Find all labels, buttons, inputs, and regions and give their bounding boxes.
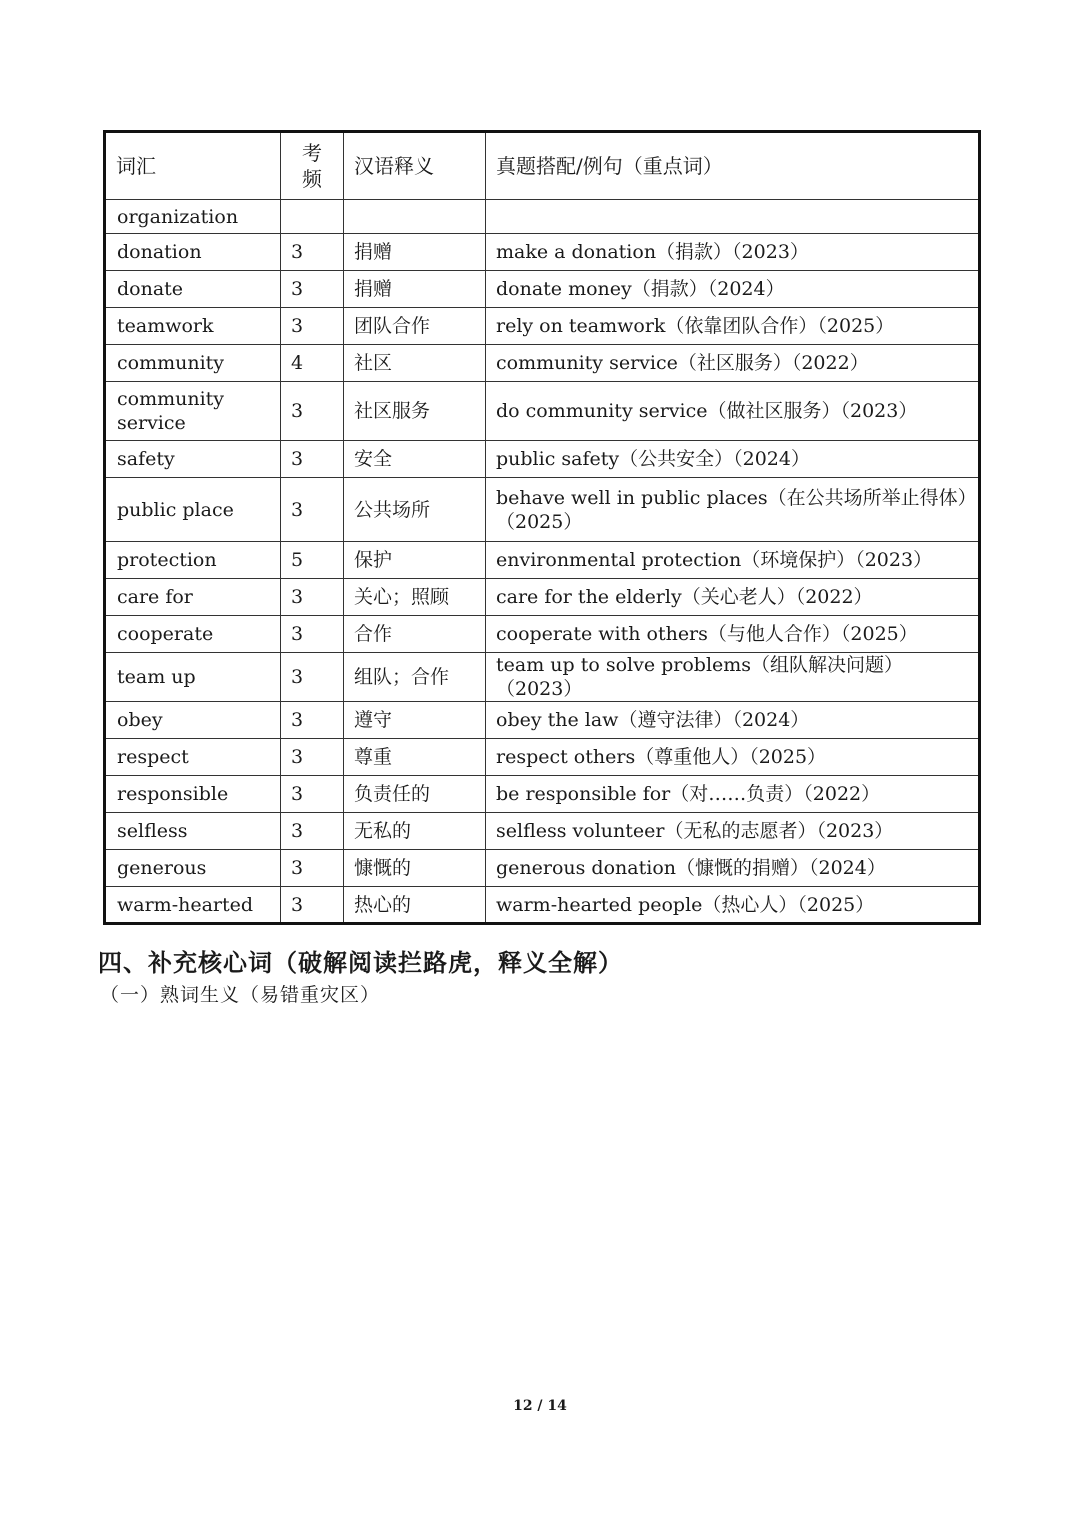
cell-freq: 3 — [281, 308, 344, 345]
cell-example: rely on teamwork（依靠团队合作）（2025） — [486, 308, 980, 345]
cell-word: team up — [105, 653, 281, 702]
table-header-row — [105, 132, 980, 200]
cell-word: teamwork — [105, 308, 281, 345]
cell-meaning: 无私的 — [344, 813, 486, 850]
table-row — [105, 579, 980, 616]
cell-word: care for — [105, 579, 281, 616]
cell-word: generous — [105, 850, 281, 887]
table-row — [105, 478, 980, 542]
header-word: 词汇 — [105, 132, 281, 200]
cell-example: respect others（尊重他人）（2025） — [486, 739, 980, 776]
cell-freq: 3 — [281, 887, 344, 924]
cell-meaning: 遵守 — [344, 702, 486, 739]
table-row — [105, 887, 980, 924]
cell-meaning: 社区 — [344, 345, 486, 382]
cell-example: selfless volunteer（无私的志愿者）（2023） — [486, 813, 980, 850]
cell-meaning: 尊重 — [344, 739, 486, 776]
cell-example: obey the law（遵守法律）（2024） — [486, 702, 980, 739]
cell-word: responsible — [105, 776, 281, 813]
cell-meaning: 慷慨的 — [344, 850, 486, 887]
table-row — [105, 776, 980, 813]
cell-meaning: 社区服务 — [344, 382, 486, 441]
cell-example: warm-hearted people（热心人）（2025） — [486, 887, 980, 924]
table-row — [105, 702, 980, 739]
header-freq-text: 考频 — [302, 141, 322, 191]
vocabulary-table — [103, 130, 981, 925]
cell-example — [486, 200, 980, 234]
cell-word: donate — [105, 271, 281, 308]
cell-example: be responsible for（对……负责）（2022） — [486, 776, 980, 813]
cell-example: do community service（做社区服务）（2023） — [486, 382, 980, 441]
cell-meaning: 捐赠 — [344, 234, 486, 271]
cell-example: cooperate with others（与他人合作）（2025） — [486, 616, 980, 653]
table-row — [105, 234, 980, 271]
cell-freq: 3 — [281, 441, 344, 478]
cell-word: obey — [105, 702, 281, 739]
page-number: 12 / 14 — [513, 1398, 567, 1414]
cell-freq: 3 — [281, 739, 344, 776]
cell-example: make a donation（捐款）（2023） — [486, 234, 980, 271]
cell-word: selfless — [105, 813, 281, 850]
cell-example: donate money（捐款）（2024） — [486, 271, 980, 308]
cell-word: community service — [105, 382, 281, 441]
table-row — [105, 271, 980, 308]
cell-word: donation — [105, 234, 281, 271]
cell-freq: 3 — [281, 234, 344, 271]
cell-freq: 3 — [281, 850, 344, 887]
cell-freq: 3 — [281, 813, 344, 850]
cell-freq: 3 — [281, 653, 344, 702]
cell-freq: 3 — [281, 382, 344, 441]
cell-word: warm-hearted — [105, 887, 281, 924]
cell-meaning: 保护 — [344, 542, 486, 579]
cell-meaning: 安全 — [344, 441, 486, 478]
table-row — [105, 813, 980, 850]
cell-meaning — [344, 200, 486, 234]
table-row — [105, 308, 980, 345]
cell-freq: 3 — [281, 702, 344, 739]
cell-freq: 3 — [281, 776, 344, 813]
cell-example: team up to solve problems（组队解决问题）（2023） — [486, 653, 980, 702]
cell-word: respect — [105, 739, 281, 776]
cell-meaning: 关心；照顾 — [344, 579, 486, 616]
header-meaning: 汉语释义 — [344, 132, 486, 200]
table-row — [105, 739, 980, 776]
table-row — [105, 441, 980, 478]
header-example: 真题搭配/例句（重点词） — [486, 132, 980, 200]
table-row — [105, 616, 980, 653]
cell-freq — [281, 200, 344, 234]
table-row — [105, 850, 980, 887]
table-row — [105, 382, 980, 441]
cell-word: protection — [105, 542, 281, 579]
cell-example: behave well in public places（在公共场所举止得体）（2025） — [486, 478, 980, 542]
table-row — [105, 653, 980, 702]
section-title: 四、补充核心词（破解阅读拦路虎，释义全解） — [98, 949, 623, 977]
cell-meaning: 负责任的 — [344, 776, 486, 813]
cell-example: community service（社区服务）（2022） — [486, 345, 980, 382]
cell-meaning: 热心的 — [344, 887, 486, 924]
cell-meaning: 合作 — [344, 616, 486, 653]
cell-word: public place — [105, 478, 281, 542]
cell-example: generous donation（慷慨的捐赠）（2024） — [486, 850, 980, 887]
table-row — [105, 345, 980, 382]
cell-freq: 4 — [281, 345, 344, 382]
cell-meaning: 公共场所 — [344, 478, 486, 542]
cell-meaning: 组队；合作 — [344, 653, 486, 702]
cell-word: organization — [105, 200, 281, 234]
cell-word: cooperate — [105, 616, 281, 653]
cell-meaning: 捐赠 — [344, 271, 486, 308]
cell-freq: 3 — [281, 271, 344, 308]
cell-word: safety — [105, 441, 281, 478]
cell-freq: 3 — [281, 616, 344, 653]
cell-freq: 3 — [281, 478, 344, 542]
cell-freq: 5 — [281, 542, 344, 579]
cell-freq: 3 — [281, 579, 344, 616]
cell-meaning: 团队合作 — [344, 308, 486, 345]
cell-example: public safety（公共安全）（2024） — [486, 441, 980, 478]
cell-example: care for the elderly（关心老人）（2022） — [486, 579, 980, 616]
header-freq — [281, 132, 344, 200]
table-row — [105, 542, 980, 579]
cell-word: community — [105, 345, 281, 382]
cell-example: environmental protection（环境保护）（2023） — [486, 542, 980, 579]
table-row — [105, 200, 980, 234]
section-subtitle: （一）熟词生义（易错重灾区） — [100, 984, 381, 1006]
